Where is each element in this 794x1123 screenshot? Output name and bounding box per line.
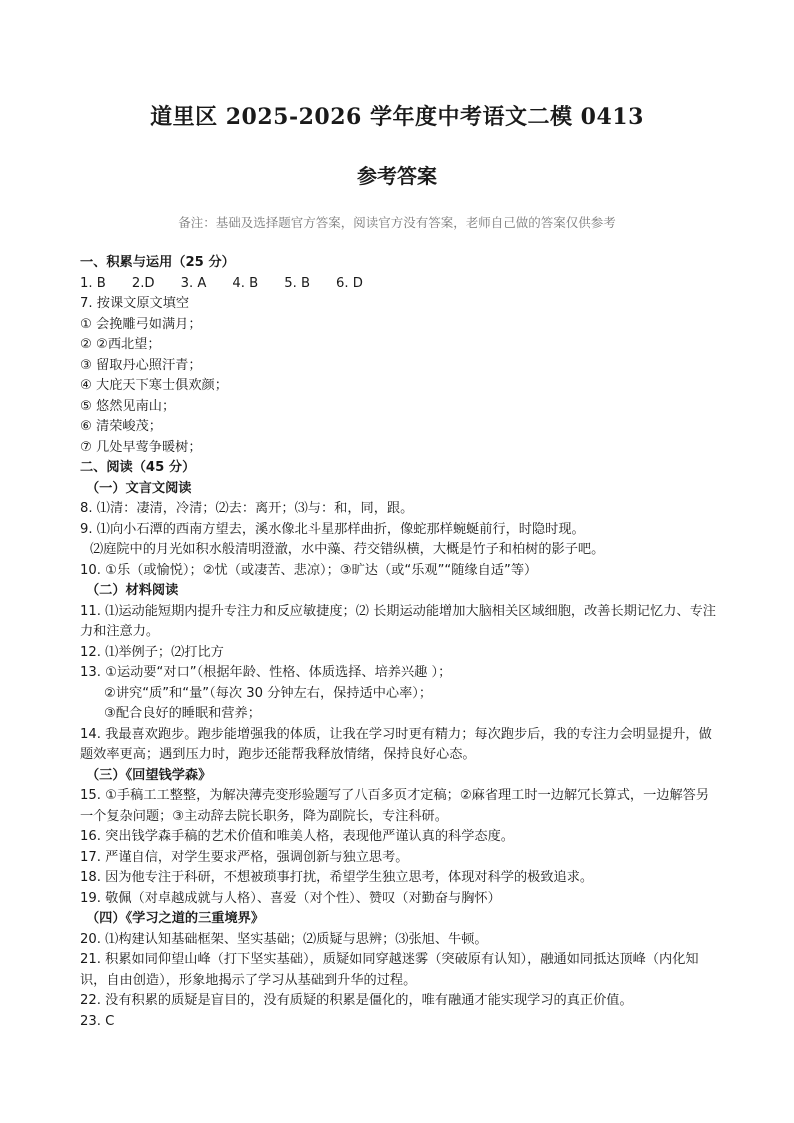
section-heading-part2: 二、阅读（45 分） bbox=[80, 460, 196, 475]
q7-item: ⑤ 悠然见南山； bbox=[80, 398, 176, 414]
document-note: 备注：基础及选择题官方答案，阅读官方没有答案，老师自己做的答案仅供参考 bbox=[178, 215, 616, 230]
answer-q17: 17. 严谨自信，对学生要求严格，强调创新与独立思考。 bbox=[80, 849, 409, 865]
q7-title: 7. 按课文原文填空 bbox=[80, 296, 190, 311]
answer-q21: 21. 积累如同仰望山峰（打下坚实基础），质疑如同穿越迷雾（突破原有认知），融通如同抵达顶峰（内化知识，自由创造），形象地揭示了学习从基础到升华的过程。 bbox=[80, 952, 699, 988]
answer-q14: 14. 我最喜欢跑步。跑步能增强我的体质，让我在学习时更有精力；每次跑步后，我的专注力会明显提升，做题效率更高；遇到压力时，跑步还能帮我释放情绪，保持良好心态。 bbox=[80, 726, 712, 762]
mc-answer: 1. B bbox=[80, 275, 106, 291]
answer-q22: 22. 没有积累的质疑是盲目的，没有质疑的积累是僵化的，唯有融通才能实现学习的真正价值。 bbox=[80, 993, 633, 1008]
answer-q20: 20. ⑴构建认知基础框架、坚实基础；⑵质疑与思辨；⑶张旭、牛顿。 bbox=[80, 931, 488, 947]
answer-q8: 8. ⑴清：凄清，冷清；⑵去：离开；⑶与：和，同，跟。 bbox=[80, 501, 414, 516]
q7-item: ④ 大庇天下寒士俱欢颜； bbox=[80, 378, 228, 393]
mc-answer: 5. B bbox=[284, 275, 311, 291]
answer-q12: 12. ⑴举例子；⑵打比方 bbox=[80, 644, 224, 660]
q7-item: ③ 留取丹心照汗青； bbox=[80, 357, 202, 373]
section-heading-part1: 一、积累与运用（25 分） bbox=[80, 255, 235, 270]
answer-q13-3: ③配合良好的睡眠和营养； bbox=[104, 706, 261, 721]
subsection-heading-material: （二）材料阅读 bbox=[86, 583, 179, 598]
q7-item: ⑦ 几处早莺争暖树； bbox=[80, 439, 202, 455]
answer-q18: 18. 因为他专注于科研，不想被琐事打扰，希望学生独立思考，体现对科学的极致追求。 bbox=[80, 870, 594, 885]
answer-q23: 23. C bbox=[80, 1013, 115, 1029]
q7-item: ② ②西北望； bbox=[80, 337, 161, 352]
q7-item: ① 会挽雕弓如满月； bbox=[80, 316, 202, 332]
answer-q19: 19. 敬佩（对卓越成就与人格）、喜爱（对个性）、赞叹（对勤奋与胸怀） bbox=[80, 890, 501, 906]
answer-q13-2: ②讲究“质”和“量”（每次 30 分钟左右，保持适中心率）； bbox=[104, 685, 433, 701]
answer-q9-2: ⑵庭院中的月光如积水般清明澄澈，水中藻、荇交错纵横，大概是竹子和柏树的影子吧。 bbox=[90, 542, 605, 557]
answer-q9-1: 9. ⑴向小石潭的西南方望去，溪水像北斗星那样曲折，像蛇那样蜿蜒前行，时隐时现。 bbox=[80, 521, 585, 537]
answer-content bbox=[80, 253, 720, 1032]
mc-answers bbox=[80, 274, 720, 295]
subsection-heading-classical: （一）文言文阅读 bbox=[86, 480, 192, 496]
subsection-heading-qianxuesen: （三）《回望钱学森》 bbox=[86, 767, 212, 783]
mc-answer: 4. B bbox=[232, 275, 259, 291]
subsection-heading-learning: （四）《学习之道的三重境界》 bbox=[86, 911, 265, 926]
q7-item: ⑥ 清荣峻茂； bbox=[80, 419, 162, 434]
answer-q15: 15. ①手稿工工整整，为解决薄壳变形验题写了八百多页才定稿；②麻省理工时一边解冗长算式，一边解答另一个复杂问题；③主动辞去院长职务，降为副院长，专注科研。 bbox=[80, 788, 710, 824]
mc-answer: 3. A bbox=[180, 275, 207, 291]
answer-q11: 11. ⑴运动能短期内提升专注力和反应敏捷度；⑵ 长期运动能增加大脑相关区域细胞，改善长期记忆力、专注力和注意力。 bbox=[80, 603, 716, 639]
answer-q10: 10. ①乐（或愉悦）；②忧（或凄苦、悲凉）；③旷达（或“乐观”“随缘自适”等） bbox=[80, 562, 538, 578]
document-subtitle: 参考答案 bbox=[357, 164, 437, 188]
document-title: 道里区 2025-2026 学年度中考语文二模 0413 bbox=[150, 104, 644, 130]
answer-q13-1: 13. ①运动要“对口”（根据年龄、性格、体质选择、培养兴趣 ）； bbox=[80, 665, 452, 680]
mc-answer: 2.D bbox=[131, 275, 155, 291]
mc-answer: 6. D bbox=[336, 275, 363, 291]
answer-q16: 16. 突出钱学森手稿的艺术价值和唯美人格，表现他严谨认真的科学态度。 bbox=[80, 829, 514, 844]
